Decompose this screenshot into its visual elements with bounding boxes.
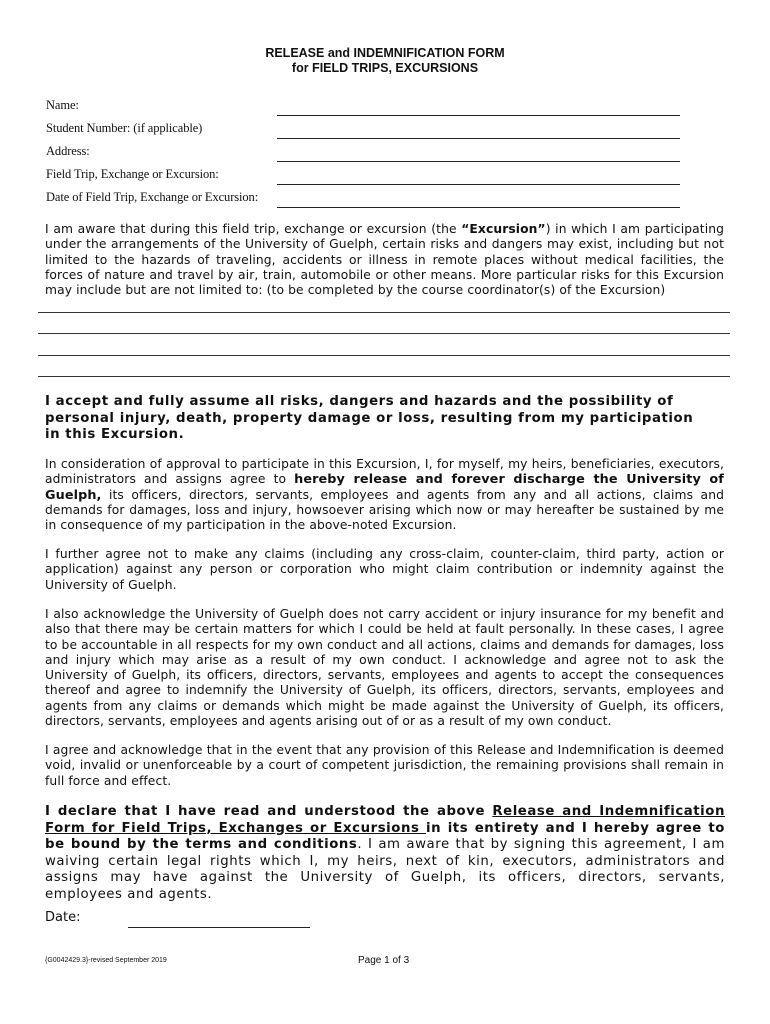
release-clause: hereby release and forever discharge the University of Guelph,: [45, 472, 724, 503]
name-input-line[interactable]: [277, 115, 680, 116]
excursion-label: Field Trip, Exchange or Excursion:: [46, 167, 219, 181]
excursion-field-row: [46, 167, 680, 187]
declaration-paragraph: [45, 804, 725, 903]
risk-line-1[interactable]: [38, 312, 730, 313]
declaration-text-3: . I am aware that by signing this agreement, I am waiving certain legal rights which I, my heirs, next of kin, executors, administrators and assigns may have against the University of Guelph, its officers, directors, servants, employees and agents.: [45, 837, 725, 902]
student-number-field-row: [46, 121, 680, 141]
form-title: RELEASE and INDEMNIFICATION FORM: [265, 46, 505, 60]
form-subtitle: for FIELD TRIPS, EXCURSIONS: [291, 61, 479, 75]
risk-line-2[interactable]: [38, 333, 730, 334]
date-input-line[interactable]: [128, 927, 310, 928]
no-claims-paragraph: I further agree not to make any claims (including any cross-claim, counter-claim, third party, action or application) against any person or corporation who might claim contribution or indemnity against the University of Guelph.: [45, 547, 724, 592]
intro-text-1: I am aware that during this field trip, exchange or excursion (the: [45, 222, 462, 236]
severability-paragraph: I agree and acknowledge that in the event that any provision of this Release and Indemnification is deemed void, invalid or unenforceable by a court of competent jurisdiction, the remaining provisions shall remain in full force and effect.: [45, 743, 724, 788]
student-number-input-line[interactable]: [277, 138, 680, 139]
address-input-line[interactable]: [277, 161, 680, 162]
form-name-reference: Release and Indemnification Form for Field Trips, Exchanges or Excursions: [45, 804, 725, 836]
excursion-date-field-row: [46, 190, 680, 210]
intro-paragraph: [45, 222, 724, 298]
name-field-row: [46, 98, 680, 118]
date-label: Date:: [45, 910, 81, 925]
consideration-paragraph: [45, 457, 724, 533]
declaration-text-2: in its entirety and I hereby agree to be bound by the terms and conditions: [45, 820, 725, 852]
declaration-text-1: I declare that I have read and understood the above: [45, 804, 493, 819]
excursion-date-label: Date of Field Trip, Exchange or Excursion:: [46, 190, 259, 204]
address-field-row: [46, 144, 680, 164]
intro-text-2: ) in which I am participating under the arrangements of the University of Guelph, certain risks and dangers may exist, including but not limited to the hazards of traveling, accidents or illness in remote places without medical facilities, the forces of nature and travel by air, train, automobile or other means. More particular risks for this Excursion may include but are not limited to: (to be completed by the course coordinator(s) of the Excursion): [45, 222, 725, 298]
risk-line-4[interactable]: [38, 376, 730, 377]
excursion-date-input-line[interactable]: [277, 207, 680, 208]
date-row: [45, 910, 80, 925]
consideration-text-1: In consideration of approval to participate in this Excursion, I, for myself, my heirs, beneficiaries, executors, administrators and assigns agree to: [45, 457, 724, 487]
address-label: Address:: [46, 144, 90, 158]
risk-line-3[interactable]: [38, 355, 730, 356]
excursion-input-line[interactable]: [277, 184, 680, 185]
document-id: {G0042429.3}-revised September 2019: [45, 957, 167, 964]
page-number: Page 1 of 3: [358, 955, 410, 966]
excursion-term: “Excursion”: [461, 222, 546, 236]
insurance-paragraph: I also acknowledge the University of Guelph does not carry accident or injury insurance for my benefit and also that there may be certain matters for which I could be held at fault personally. In these cases, I agree to be accountable in all respects for my own conduct and all actions, claims and demands for damages, loss and injury which may arise as a result of my own conduct. I acknowledge and agree not to ask the University of Guelph, its officers, directors, servants, employees and agents to accept the consequences thereof and agree to indemnify the University of Guelph, its officers, directors, servants, employees and agents from any claims or demands which might be made against the University of Guelph, its officers, directors, servants, employees and agents arising out of or as a result of my own conduct.: [45, 607, 724, 729]
name-label: Name:: [46, 98, 79, 112]
assume-risks-paragraph: I accept and fully assume all risks, dangers and hazards and the possibility of personal injury, death, property damage or loss, resulting from my participation in this Excursion.: [45, 394, 694, 442]
student-number-label: Student Number: (if applicable): [46, 121, 203, 135]
consideration-text-2: its officers, directors, servants, employees and agents from any and all actions, claims and demands for damages, loss and injury, howsoever arising which now or may hereafter be sustained by me in consequence of my participation in the above-noted Excursion.: [45, 487, 724, 533]
